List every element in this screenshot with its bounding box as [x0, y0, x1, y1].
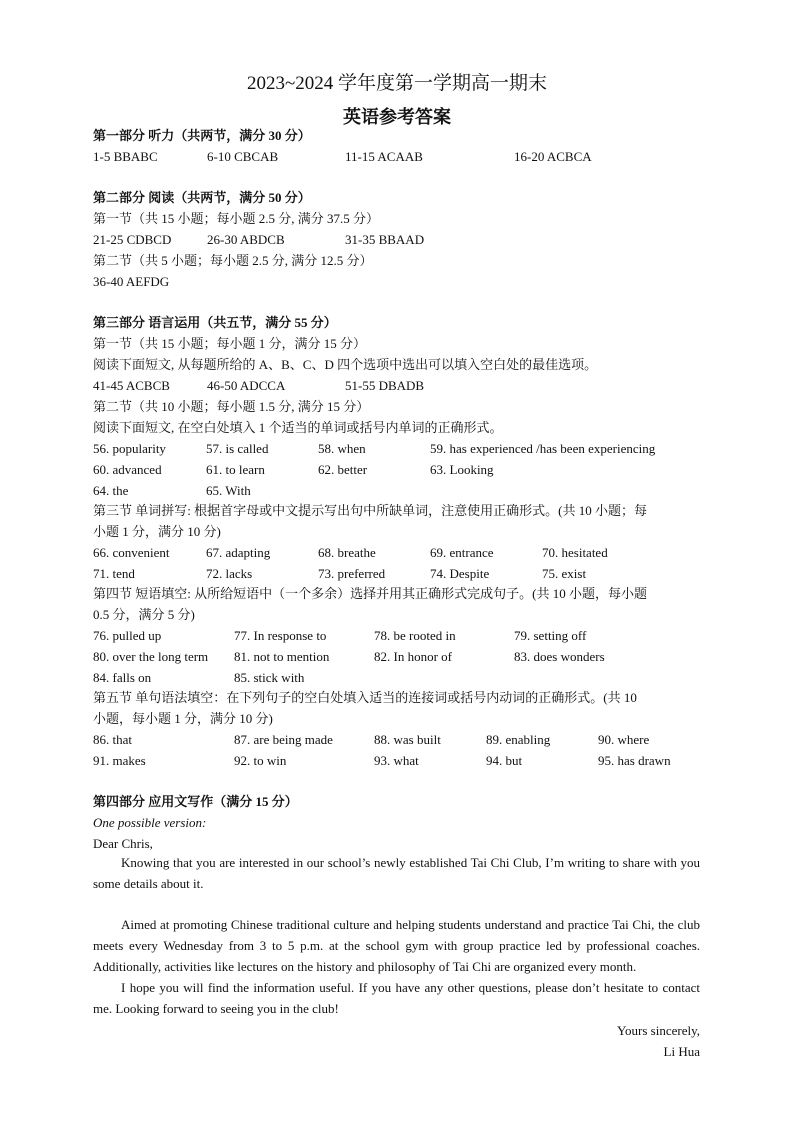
page-subtitle: 英语参考答案	[343, 107, 451, 127]
answer-item: 71. tend	[93, 566, 135, 581]
part3-section1-instruction: 阅读下面短文, 从每题所给的 A、B、C、D 四个选项中选出可以填入空白处的最佳选项。	[93, 357, 598, 372]
answer-row	[0, 648, 794, 666]
answer-row	[0, 440, 794, 458]
answer-item: 66. convenient	[93, 545, 170, 560]
answer-item: 90. where	[598, 732, 650, 747]
answer-item: 82. In honor of	[374, 649, 452, 664]
answer-row	[0, 482, 794, 500]
part3-heading: 第三部分 语言运用（共五节，满分 55 分）	[93, 315, 337, 330]
answer-group: 16-20 ACBCA	[514, 149, 592, 164]
answer-row	[0, 544, 794, 562]
answer-item: 60. advanced	[93, 462, 162, 477]
answer-item: 87. are being made	[234, 732, 333, 747]
part3-section5-heading-cont: 小题，每小题 1 分，满分 10 分)	[93, 711, 273, 726]
answer-item: 84. falls on	[93, 670, 152, 685]
answer-item: 63. Looking	[430, 462, 494, 477]
part3-section4-heading: 第四节 短语填空: 从所给短语中（一个多余）选择并用其正确形式完成句子。(共 10 小题，每小题	[93, 586, 647, 601]
answer-item: 70. hesitated	[542, 545, 608, 560]
answer-item: 93. what	[374, 753, 419, 768]
answer-item: 81. not to mention	[234, 649, 330, 664]
answer-item: 56. popularity	[93, 441, 166, 456]
part4-heading: 第四部分 应用文写作（满分 15 分）	[93, 794, 298, 809]
answer-group: 41-45 ACBCB	[93, 378, 170, 393]
answer-row	[0, 461, 794, 479]
answer-item: 62. better	[318, 462, 368, 477]
answer-row	[0, 752, 794, 770]
answer-item: 91. makes	[93, 753, 146, 768]
letter-paragraph-2: Aimed at promoting Chinese traditional culture and helping students understand and practice Tai Chi, the club meets every Wednesday from 3 to 5 p.m. at the school gym with group practice led by professional coaches. Additionally, activities like lectures on the history and philosophy of Tai Chi are organized every month.	[93, 917, 700, 974]
answer-item: 78. be rooted in	[374, 628, 456, 643]
part1-answer-row	[0, 148, 794, 166]
answer-item: 59. has experienced /has been experiencing	[430, 441, 656, 456]
answer-item: 58. when	[318, 441, 366, 456]
answer-item: 74. Despite	[430, 566, 490, 581]
answer-item: 88. was built	[374, 732, 441, 747]
letter-paragraph-3: I hope you will find the information useful. If you have any other questions, please don’t hesitate to contact me. Looking forward to seeing you in the club!	[93, 980, 700, 1016]
answer-item: 67. adapting	[206, 545, 271, 560]
answer-group: 21-25 CDBCD	[93, 232, 172, 247]
answer-group: 36-40 AEFDG	[93, 274, 170, 289]
answer-group: 1-5 BBABC	[93, 149, 158, 164]
answer-row	[0, 669, 794, 687]
answer-item: 57. is called	[206, 441, 269, 456]
part2-section1-answer-row	[0, 231, 794, 249]
answer-item: 69. entrance	[430, 545, 494, 560]
answer-group: 11-15 ACAAB	[345, 149, 423, 164]
answer-item: 95. has drawn	[598, 753, 671, 768]
letter-signature: Li Hua	[663, 1044, 700, 1059]
letter-paragraph-1: Knowing that you are interested in our school’s newly established Tai Chi Club, I’m writing to share with you some details about it.	[93, 855, 700, 891]
answer-item: 76. pulled up	[93, 628, 162, 643]
answer-item: 61. to learn	[206, 462, 265, 477]
part1-heading: 第一部分 听力（共两节，满分 30 分）	[93, 128, 311, 143]
part3-section3-heading-cont: 小题 1 分，满分 10 分)	[93, 524, 221, 539]
part3-section2-heading: 第二节（共 10 小题；每小题 1.5 分, 满分 15 分）	[93, 399, 370, 414]
part3-section3-heading: 第三节 单词拼写: 根据首字母或中文提示写出句中所缺单词，注意使用正确形式。(共 10 小题；每	[93, 503, 647, 518]
sample-version-label: One possible version:	[93, 815, 207, 830]
part2-section2-heading: 第二节（共 5 小题；每小题 2.5 分, 满分 12.5 分）	[93, 253, 373, 268]
answer-group: 31-35 BBAAD	[345, 232, 425, 247]
answer-row	[0, 565, 794, 583]
answer-item: 85. stick with	[234, 670, 305, 685]
answer-group: 6-10 CBCAB	[207, 149, 279, 164]
answer-item: 77. In response to	[234, 628, 327, 643]
letter-closing: Yours sincerely,	[616, 1023, 700, 1038]
part3-section2-instruction: 阅读下面短文, 在空白处填入 1 个适当的单词或括号内单词的正确形式。	[93, 420, 503, 435]
part3-section1-answer-row	[0, 377, 794, 395]
answer-item: 79. setting off	[514, 628, 587, 643]
letter-greeting: Dear Chris,	[93, 836, 153, 851]
answer-item: 83. does wonders	[514, 649, 605, 664]
part3-section1-heading: 第一节（共 15 小题；每小题 1 分，满分 15 分）	[93, 336, 367, 351]
answer-item: 73. preferred	[318, 566, 386, 581]
answer-item: 94. but	[486, 753, 523, 768]
part2-section2-answer-row	[0, 273, 794, 291]
answer-item: 80. over the long term	[93, 649, 209, 664]
answer-item: 68. breathe	[318, 545, 376, 560]
answer-item: 72. lacks	[206, 566, 253, 581]
answer-item: 75. exist	[542, 566, 587, 581]
answer-item: 65. With	[206, 483, 251, 498]
part3-section5-heading: 第五节 单句语法填空：在下列句子的空白处填入适当的连接词或括号内动词的正确形式。(共 10	[93, 690, 637, 705]
part2-section1-heading: 第一节（共 15 小题；每小题 2.5 分, 满分 37.5 分）	[93, 211, 380, 226]
answer-item: 89. enabling	[486, 732, 551, 747]
answer-item: 86. that	[93, 732, 132, 747]
answer-item: 64. the	[93, 483, 129, 498]
answer-group: 26-30 ABDCB	[207, 232, 285, 247]
part2-heading: 第二部分 阅读（共两节，满分 50 分）	[93, 190, 311, 205]
part3-section4-heading-cont: 0.5 分，满分 5 分)	[93, 607, 195, 622]
answer-row	[0, 731, 794, 749]
answer-item: 92. to win	[234, 753, 287, 768]
page-title: 2023~2024 学年度第一学期高一期末	[246, 73, 548, 94]
answer-group: 46-50 ADCCA	[207, 378, 286, 393]
answer-group: 51-55 DBADB	[345, 378, 425, 393]
answer-row	[0, 627, 794, 645]
